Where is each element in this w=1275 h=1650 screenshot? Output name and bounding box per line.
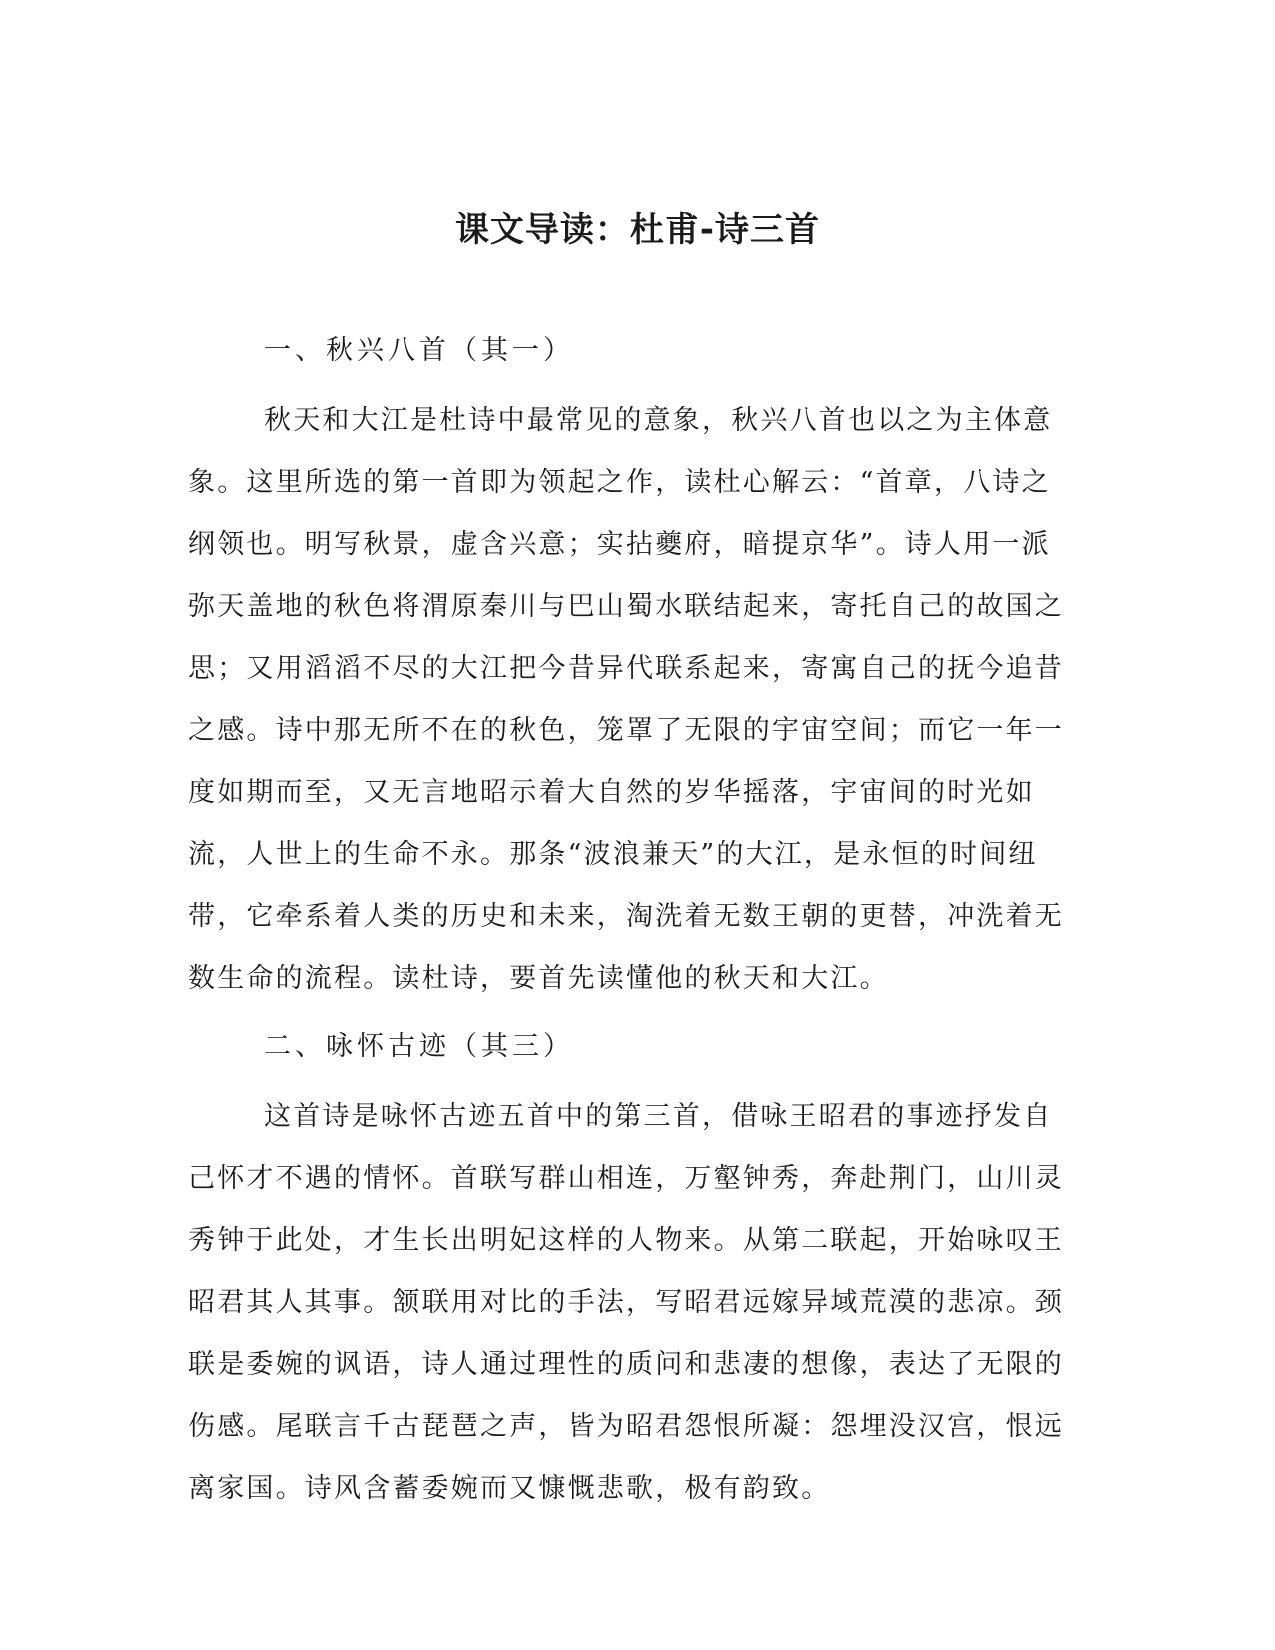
section-heading: 一、秋兴八首（其一）	[264, 335, 574, 366]
section-paragraph: 这首诗是咏怀古迹五首中的第三首，借咏王昭君的事迹抒发自己怀才不遇的情怀。首联写群山相连，万壑钟秀，奔赴荆门，山川灵秀钟于此处，才生长出明妃这样的人物来。从第二联起，开始咏叹王昭君其人其事。颔联用对比的手法，写昭君远嫁异域荒漠的悲凉。颈联是委婉的讽语，诗人通过理性的质问和悲凄的想像，表达了无限的伤感。尾联言千古琵琶之声，皆为昭君怨恨所凝：怨埋没汉宫，恨远离家国。诗风含蓄委婉而又慷慨悲歌，极有韵致。	[188, 1101, 1064, 1504]
section-historic-sites	[188, 1018, 1073, 1520]
document-title: 课文导读：杜甫-诗三首	[454, 210, 821, 250]
section-paragraph: 秋天和大江是杜诗中最常见的意象，秋兴八首也以之为主体意象。这里所选的第一首即为领起之作，读杜心解云：“首章，八诗之纲领也。明写秋景，虚含兴意；实拈夔府，暗提京华”。诗人用一派弥天盖地的秋色将渭原秦川与巴山蜀水联结起来，寄托自己的故国之思；又用滔滔不尽的大江把今昔异代联系起来，寄寓自己的抚今追昔之感。诗中那无所不在的秋色，笼罩了无限的宇宙空间；而它一年一度如期而至，又无言地昭示着大自然的岁华摇落，宇宙间的时光如流，人世上的生命不永。那条“波浪兼天”的大江，是永恒的时间纽带，它牵系着人类的历史和未来，淘洗着无数王朝的更替，冲洗着无数生命的流程。读杜诗，要首先读懂他的秋天和大江。	[188, 405, 1064, 994]
section-autumn-thoughts	[188, 322, 1073, 1010]
spacer	[188, 1076, 1073, 1086]
spacer	[188, 380, 1073, 390]
spacer	[188, 1010, 1073, 1018]
document-body	[188, 322, 1073, 1520]
section-heading: 二、咏怀古迹（其三）	[264, 1031, 574, 1062]
